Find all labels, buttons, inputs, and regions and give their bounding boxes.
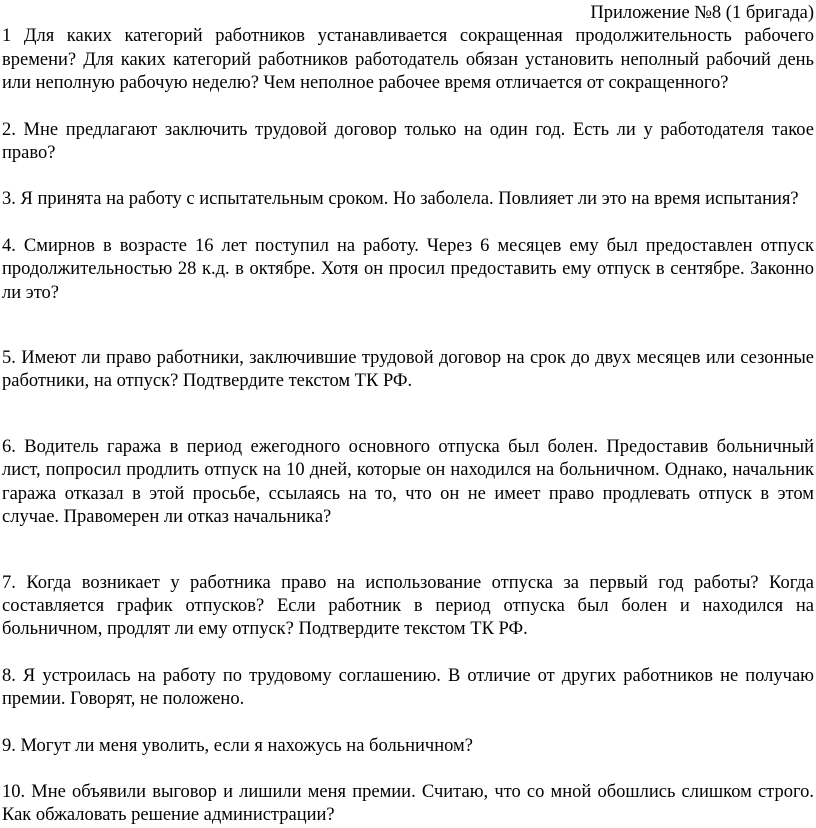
question-6: 6. Водитель гаража в период ежегодного основного отпуска был болен. Предоставив больничный лист, попросил продлить отпуск на 10 дней, которые он находился на больничном. Однако, начальник гаража отказал в этой просьбе, ссылаясь на то, что он не имеет право продлевать отпуск в этом случае. Правомерен ли отказ начальника? [2,436,814,528]
question-2: 2. Мне предлагают заключить трудовой договор только на один год. Есть ли у работодателя такое право? [2,119,814,164]
question-10: 10. Мне объявили выговор и лишили меня премии. Считаю, что со мной обошлись слишком строго. Как обжаловать решение администрации? [2,781,814,826]
question-1: 1 Для каких категорий работников устанавливается сокращенная продолжительность рабочего времени? Для каких категорий работников работодатель обязан установить неполный рабочий день или неполную рабочую неделю? Чем неполное рабочее время отличается от сокращенного? [2,26,814,94]
question-7: 7. Когда возникает у работника право на использование отпуска за первый год работы? Когда составляется график отпусков? Если работник в период отпуска был болен и находился на больничном, продлят ли ему отпуск? Подтвердите текстом ТК РФ. [2,572,814,640]
question-3: 3. Я принята на работу с испытательным сроком. Но заболела. Повлияет ли это на время испытания? [2,189,799,210]
question-4: 4. Смирнов в возрасте 16 лет поступил на работу. Через 6 месяцев ему был предоставлен отпуск продолжительностью 28 к.д. в октябре. Хотя он просил предоставить ему отпуск в сентябре. Законно ли это? [2,235,814,303]
question-9: 9. Могут ли меня уволить, если я нахожусь на больничном? [2,735,473,756]
question-8: 8. Я устроилась на работу по трудовому соглашению. В отличие от других работников не получаю премии. Говорят, не положено. [2,665,814,710]
appendix-header: Приложение №8 (1 бригада) [590,3,814,23]
question-5: 5. Имеют ли право работники, заключившие трудовой договор на срок до двух месяцев или сезонные работники, на отпуск? Подтвердите текстом ТК РФ. [2,348,814,392]
